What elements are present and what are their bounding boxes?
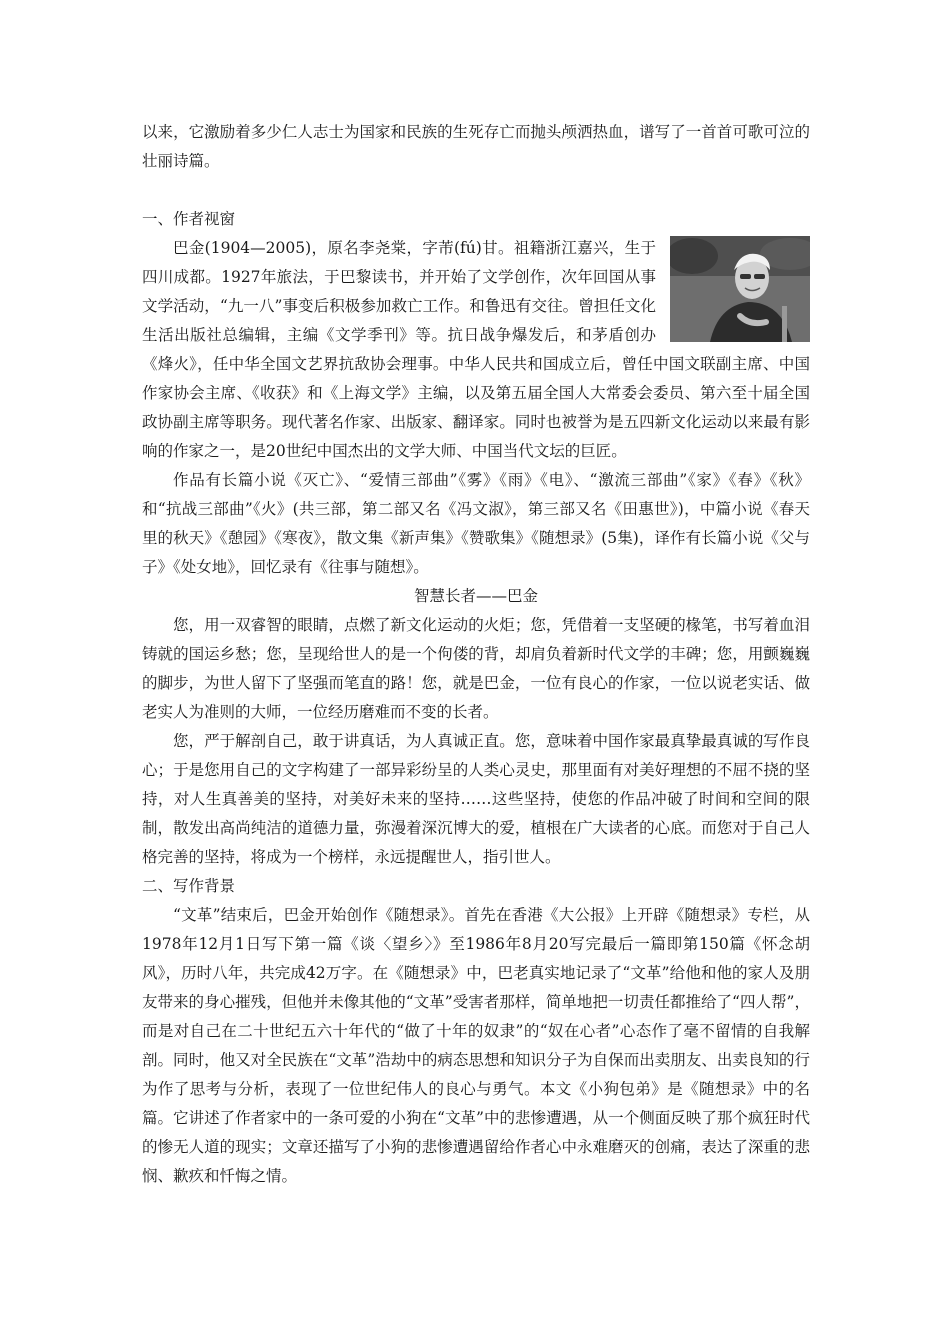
portrait-image: [670, 236, 810, 342]
section2-heading: 二、写作背景: [142, 877, 236, 895]
author-works: 作品有长篇小说《灭亡》、“爱情三部曲”《雾》《雨》《电》、“激流三部曲”《家》《春》《秋》和“抗战三部曲”《火》(共三部，第二部又名《冯文淑》，第三部又名《田惠世》)，中篇小说《春天里的秋天》《憩园》《寒夜》，散文集《新声集》《赞歌集》《随想录》(5集)，译作有长篇小说《父与子》《处女地》，回忆录有《往事与随想》。: [142, 471, 810, 576]
tribute-paragraph-1: 您，用一双睿智的眼睛，点燃了新文化运动的火炬；您，凭借着一支坚硬的椽笔，书写着血泪铸就的国运乡愁；您，呈现给世人的是一个佝偻的背，却肩负着新时代文学的丰碑；您，用颤巍巍的脚步，为世人留下了坚强而笔直的路！您，就是巴金，一位有良心的作家，一位以说老实话、做老实人为准则的大师，一位经历磨难而不变的长者。: [142, 616, 810, 721]
tribute-title: 智慧长者——巴金: [413, 587, 538, 605]
spacer: [142, 176, 810, 205]
intro-paragraph: 以来，它激励着多少仁人志士为国家和民族的生死存亡而抛头颅洒热血，谱写了一首首可歌可泣的壮丽诗篇。: [142, 123, 810, 170]
author-bio: 巴金(1904—2005)，原名李尧棠，字芾(fú)甘。祖籍浙江嘉兴，生于四川成都。1927年旅法，于巴黎读书，并开始了文学创作，次年回国从事文学活动，“九一八”事变后积极参加救亡工作。和鲁迅有交往。曾担任文化生活出版社总编辑，主编《文学季刊》等。抗日战争爆发后，和茅盾创办《烽火》，任中华全国文艺界抗敌协会理事。中华人民共和国成立后，曾任中国文联副主席、中国作家协会主席、《收获》和《上海文学》主编，以及第五届全国人大常委会委员、第六至十届全国政协副主席等职务。现代著名作家、出版家、翻译家。同时也被誉为是五四新文化运动以来最有影响的作家之一，是20世纪中国杰出的文学大师、中国当代文坛的巨匠。: [142, 239, 810, 460]
section1-heading: 一、作者视窗: [142, 210, 236, 228]
tribute-paragraph-2: 您，严于解剖自己，敢于讲真话，为人真诚正直。您，意味着中国作家最真挚最真诚的写作良心；于是您用自己的文字构建了一部异彩纷呈的人类心灵史，那里面有对美好理想的不屈不挠的坚持，对人生真善美的坚持，对美好未来的坚持……这些坚持，使您的作品冲破了时间和空间的限制，散发出高尚纯洁的道德力量，弥漫着深沉博大的爱，植根在广大读者的心底。而您对于自己人格完善的坚持，将成为一个榜样，永远提醒世人，指引世人。: [142, 732, 810, 866]
document-body: [142, 118, 810, 1191]
background-paragraph: “文革”结束后，巴金开始创作《随想录》。首先在香港《大公报》上开辟《随想录》专栏，从1978年12月1日写下第一篇《谈〈望乡〉》至1986年8月20写完最后一篇即第150篇《怀念胡风》，历时八年，共完成42万字。在《随想录》中，巴老真实地记录了“文革”给他和他的家人及朋友带来的身心摧残，但他并未像其他的“文革”受害者那样，简单地把一切责任都推给了“四人帮”，而是对自己在二十世纪五六十年代的“做了十年的奴隶”的“奴在心者”心态作了毫不留情的自我解剖。同时，他又对全民族在“文革”浩劫中的病态思想和知识分子为自保而出卖朋友、出卖良知的行为作了思考与分析，表现了一位世纪伟人的良心与勇气。本文《小狗包弟》是《随想录》中的名篇。它讲述了作者家中的一条可爱的小狗在“文革”中的悲惨遭遇，从一个侧面反映了那个疯狂时代的惨无人道的现实；文章还描写了小狗的悲惨遭遇留给作者心中永难磨灭的创痛，表达了深重的悲悯、歉疚和忏悔之情。: [142, 906, 810, 1185]
author-photo: [670, 236, 810, 342]
